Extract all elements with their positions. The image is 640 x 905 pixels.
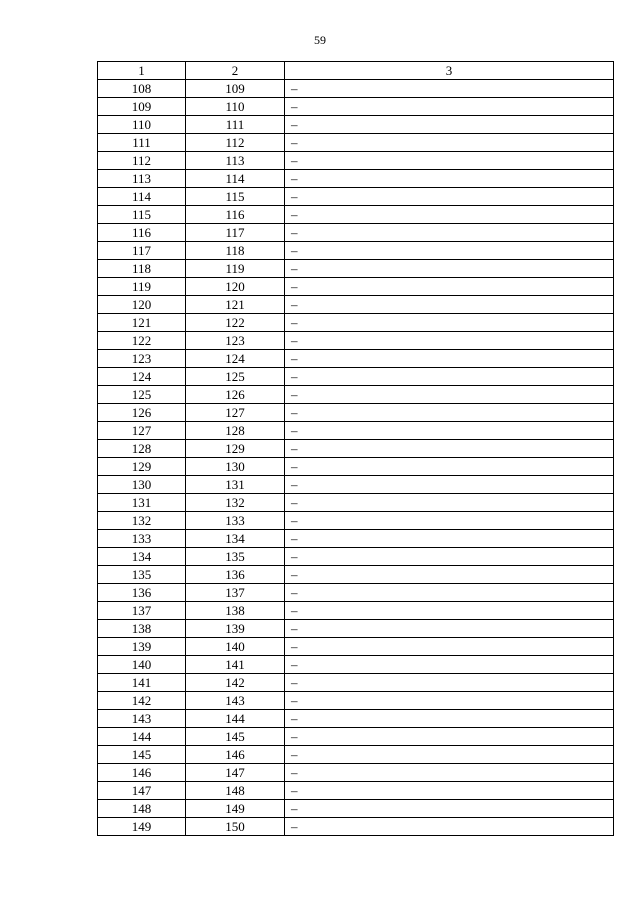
table-cell-col2: 112 <box>186 134 285 152</box>
table-row <box>98 584 614 602</box>
table-cell-col1: 119 <box>98 278 186 296</box>
table-cell-col3: – <box>285 296 614 314</box>
table-cell-col3: – <box>285 386 614 404</box>
table-cell-col3: – <box>285 188 614 206</box>
table-row <box>98 368 614 386</box>
table-cell-col1: 117 <box>98 242 186 260</box>
table-cell-col3: – <box>285 512 614 530</box>
column-header-1: 1 <box>98 62 186 80</box>
table-header <box>98 62 614 80</box>
table-row <box>98 728 614 746</box>
page-number: 59 <box>314 33 326 47</box>
table-row <box>98 422 614 440</box>
table-row <box>98 602 614 620</box>
table-cell-col3: – <box>285 98 614 116</box>
table-row <box>98 98 614 116</box>
column-header-2: 2 <box>186 62 285 80</box>
table-cell-col1: 139 <box>98 638 186 656</box>
table-cell-col1: 140 <box>98 656 186 674</box>
table-cell-col2: 132 <box>186 494 285 512</box>
table-cell-col2: 146 <box>186 746 285 764</box>
table-cell-col3: – <box>285 440 614 458</box>
table-cell-col2: 123 <box>186 332 285 350</box>
table-row <box>98 404 614 422</box>
table-cell-col3: – <box>285 656 614 674</box>
table-cell-col1: 129 <box>98 458 186 476</box>
table-cell-col2: 128 <box>186 422 285 440</box>
table-cell-col2: 116 <box>186 206 285 224</box>
table-cell-col2: 134 <box>186 530 285 548</box>
table-row <box>98 656 614 674</box>
table-cell-col2: 129 <box>186 440 285 458</box>
table-cell-col3: – <box>285 278 614 296</box>
table-cell-col1: 110 <box>98 116 186 134</box>
table-cell-col1: 130 <box>98 476 186 494</box>
table-cell-col3: – <box>285 782 614 800</box>
table-row <box>98 476 614 494</box>
table-cell-col1: 131 <box>98 494 186 512</box>
table-row <box>98 818 614 836</box>
table-cell-col1: 134 <box>98 548 186 566</box>
table-row <box>98 314 614 332</box>
table-cell-col1: 115 <box>98 206 186 224</box>
table-cell-col1: 138 <box>98 620 186 638</box>
table-cell-col3: – <box>285 458 614 476</box>
table-cell-col2: 118 <box>186 242 285 260</box>
table-cell-col2: 126 <box>186 386 285 404</box>
table-row <box>98 386 614 404</box>
table-cell-col2: 122 <box>186 314 285 332</box>
table-cell-col3: – <box>285 494 614 512</box>
table-cell-col1: 121 <box>98 314 186 332</box>
table-cell-col3: – <box>285 422 614 440</box>
table-cell-col1: 145 <box>98 746 186 764</box>
table-cell-col2: 110 <box>186 98 285 116</box>
table-cell-col3: – <box>285 332 614 350</box>
table-cell-col1: 148 <box>98 800 186 818</box>
column-header-3: 3 <box>285 62 614 80</box>
table-cell-col2: 133 <box>186 512 285 530</box>
table-cell-col3: – <box>285 368 614 386</box>
table-cell-col3: – <box>285 764 614 782</box>
table-cell-col3: – <box>285 638 614 656</box>
table-cell-col2: 113 <box>186 152 285 170</box>
table-cell-col2: 148 <box>186 782 285 800</box>
table-cell-col3: – <box>285 674 614 692</box>
table-row <box>98 458 614 476</box>
table-cell-col2: 115 <box>186 188 285 206</box>
table-row <box>98 710 614 728</box>
table-cell-col2: 143 <box>186 692 285 710</box>
table-cell-col3: – <box>285 152 614 170</box>
table-cell-col2: 137 <box>186 584 285 602</box>
table-row <box>98 116 614 134</box>
table-cell-col1: 118 <box>98 260 186 278</box>
table-cell-col1: 126 <box>98 404 186 422</box>
table-cell-col1: 112 <box>98 152 186 170</box>
table-cell-col1: 108 <box>98 80 186 98</box>
table-cell-col3: – <box>285 242 614 260</box>
table-row <box>98 134 614 152</box>
table-row <box>98 170 614 188</box>
table-cell-col2: 124 <box>186 350 285 368</box>
table-row <box>98 692 614 710</box>
table-cell-col1: 124 <box>98 368 186 386</box>
table-row <box>98 800 614 818</box>
table-cell-col1: 114 <box>98 188 186 206</box>
table-cell-col2: 109 <box>186 80 285 98</box>
table-row <box>98 530 614 548</box>
table-cell-col2: 127 <box>186 404 285 422</box>
table-row <box>98 746 614 764</box>
table-row <box>98 152 614 170</box>
table-cell-col2: 119 <box>186 260 285 278</box>
table-row <box>98 278 614 296</box>
table-cell-col3: – <box>285 566 614 584</box>
table-cell-col1: 125 <box>98 386 186 404</box>
table-cell-col3: – <box>285 530 614 548</box>
table-cell-col2: 144 <box>186 710 285 728</box>
table-row <box>98 260 614 278</box>
table-cell-col2: 136 <box>186 566 285 584</box>
table-cell-col3: – <box>285 80 614 98</box>
table-cell-col3: – <box>285 710 614 728</box>
table-cell-col2: 149 <box>186 800 285 818</box>
table-cell-col3: – <box>285 350 614 368</box>
table-cell-col1: 141 <box>98 674 186 692</box>
table-cell-col1: 122 <box>98 332 186 350</box>
table-row <box>98 638 614 656</box>
table-row <box>98 224 614 242</box>
table-cell-col1: 123 <box>98 350 186 368</box>
table-cell-col1: 143 <box>98 710 186 728</box>
table-row <box>98 764 614 782</box>
table-cell-col1: 144 <box>98 728 186 746</box>
table-cell-col1: 137 <box>98 602 186 620</box>
table-cell-col3: – <box>285 620 614 638</box>
table-row <box>98 206 614 224</box>
table-cell-col3: – <box>285 800 614 818</box>
table-cell-col2: 135 <box>186 548 285 566</box>
table-cell-col2: 139 <box>186 620 285 638</box>
table-row <box>98 350 614 368</box>
table-row <box>98 674 614 692</box>
table-cell-col2: 111 <box>186 116 285 134</box>
table-row <box>98 188 614 206</box>
table-cell-col2: 150 <box>186 818 285 836</box>
table-cell-col3: – <box>285 728 614 746</box>
table-cell-col3: – <box>285 314 614 332</box>
table-row <box>98 512 614 530</box>
table-cell-col2: 138 <box>186 602 285 620</box>
table-header-row <box>98 62 614 80</box>
table-cell-col2: 120 <box>186 278 285 296</box>
table-row <box>98 782 614 800</box>
table-cell-col2: 130 <box>186 458 285 476</box>
table-cell-col3: – <box>285 206 614 224</box>
table-cell-col2: 142 <box>186 674 285 692</box>
table-cell-col1: 111 <box>98 134 186 152</box>
table-cell-col1: 116 <box>98 224 186 242</box>
table-cell-col2: 131 <box>186 476 285 494</box>
table-cell-col1: 128 <box>98 440 186 458</box>
table-cell-col2: 121 <box>186 296 285 314</box>
table-cell-col3: – <box>285 134 614 152</box>
table-cell-col3: – <box>285 602 614 620</box>
table-cell-col3: – <box>285 224 614 242</box>
table-cell-col3: – <box>285 584 614 602</box>
table-row <box>98 494 614 512</box>
table-cell-col3: – <box>285 170 614 188</box>
table-cell-col1: 120 <box>98 296 186 314</box>
table-cell-col1: 109 <box>98 98 186 116</box>
table-row <box>98 332 614 350</box>
table-cell-col1: 127 <box>98 422 186 440</box>
table-cell-col1: 136 <box>98 584 186 602</box>
table-cell-col1: 147 <box>98 782 186 800</box>
table-cell-col1: 113 <box>98 170 186 188</box>
table-row <box>98 620 614 638</box>
table-cell-col2: 147 <box>186 764 285 782</box>
table-row <box>98 242 614 260</box>
table-cell-col1: 133 <box>98 530 186 548</box>
table-row <box>98 296 614 314</box>
data-table <box>97 61 614 836</box>
table-cell-col1: 135 <box>98 566 186 584</box>
table-cell-col2: 125 <box>186 368 285 386</box>
table-cell-col2: 145 <box>186 728 285 746</box>
table-cell-col1: 146 <box>98 764 186 782</box>
table-cell-col1: 142 <box>98 692 186 710</box>
table-cell-col3: – <box>285 116 614 134</box>
table-cell-col2: 140 <box>186 638 285 656</box>
table-cell-col3: – <box>285 260 614 278</box>
table-row <box>98 440 614 458</box>
table-row <box>98 548 614 566</box>
table-cell-col3: – <box>285 818 614 836</box>
table-row <box>98 80 614 98</box>
table-cell-col2: 117 <box>186 224 285 242</box>
table-cell-col1: 132 <box>98 512 186 530</box>
table-row <box>98 566 614 584</box>
table-body <box>98 80 614 836</box>
table-cell-col3: – <box>285 692 614 710</box>
table-cell-col1: 149 <box>98 818 186 836</box>
table-cell-col3: – <box>285 548 614 566</box>
table-cell-col3: – <box>285 404 614 422</box>
table-cell-col3: – <box>285 476 614 494</box>
table-cell-col3: – <box>285 746 614 764</box>
table-cell-col2: 114 <box>186 170 285 188</box>
table-cell-col2: 141 <box>186 656 285 674</box>
